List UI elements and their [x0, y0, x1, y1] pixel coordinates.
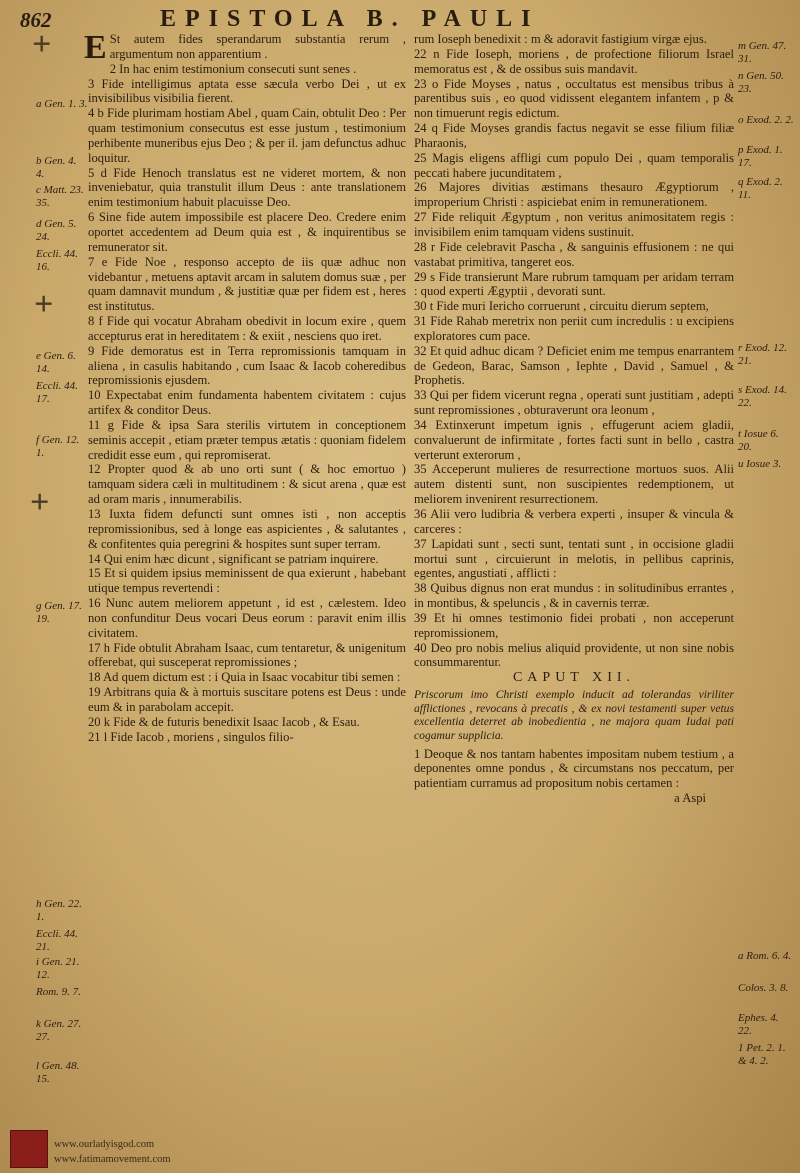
verse: 10 Expectabat enim fundamenta habentem civitatem : cujus artifex & conditor Deus.	[88, 388, 406, 418]
verse: 24 q Fide Moyses grandis factus negavit se esse filium filiæ Pharaonis,	[414, 121, 734, 150]
verse: 7 e Fide Noe , responso accepto de iis quæ adhuc non videbantur , metuens aptavit arcam in salutem domus suæ , per quam damnavit mundum , & justitiæ quæ per fidem est , heres est institutus.	[88, 254, 406, 314]
verse: 18 Ad quem dictum est : i Quia in Isaac vocabitur tibi semen :	[88, 670, 401, 685]
footer-url-2[interactable]: www.fatimamovement.com	[54, 1154, 171, 1165]
verse: 8 f Fide qui vocatur Abraham obedivit in locum exire , quem accepturus erat in hereditatem : & exiit , nesciens quo iret.	[88, 314, 406, 343]
margin-cross-mark: +	[34, 286, 54, 323]
margin-ref: Eccli. 44. 16.	[36, 248, 78, 273]
verse: 1 Deoque & nos tantam habentes impositam nubem testium , a deponentes omne pondus , & circumstans nos peccatum, per patientiam curramus ad propositum nobis certamen :	[414, 746, 734, 791]
verse: 9 Fide demoratus est in Terra repromissionis tamquam in aliena , in casulis habitando , cum Isaac & Iacob coheredibus repromissionis ejusdem.	[88, 343, 406, 388]
verse: 12 Propter quod & ab uno orti sunt ( & hoc emortuo ) tamquam sidera cæli in multitudinem : & sicut arena , quæ est ad oram maris , innumerabilis.	[88, 462, 406, 507]
margin-ref: Colos. 3. 8.	[738, 982, 789, 994]
verse: 15 Et si quidem ipsius meminissent de qua exierunt , habebant utique tempus revertendi :	[88, 566, 406, 596]
verse: 36 Alii vero ludibria & verbera experti , insuper & vincula & carceres :	[414, 507, 734, 536]
chapter-heading: CAPUT XII.	[512, 670, 636, 686]
margin-ref: a Rom. 6. 4.	[738, 950, 792, 962]
margin-ref: i Gen. 21. 12.	[36, 956, 80, 981]
verse: 26 Majores divitias æstimans thesauro Ægyptiorum , improperium Christi : aspiciebat enim in remunerationem.	[414, 180, 734, 210]
verse: 37 Lapidati sunt , secti sunt, tentati sunt , in occisione gladii mortui sunt , circuierunt in melotis, in pellibus caprinis, egentes, angustiati , afflicti :	[414, 536, 734, 581]
verse: 6 Sine fide autem impossibile est placere Deo. Credere enim oportet accedentem ad Deum quia est , & inquirentibus se remunerator sit.	[88, 210, 406, 254]
verse: E St autem fides sperandarum substantia rerum , argumentum non apparentium .	[84, 29, 406, 66]
verse: 39 Et hi omnes testimonio fidei probati , non acceperunt repromissionem,	[414, 610, 734, 640]
left-column	[84, 29, 406, 745]
verse: 11 g Fide & ipsa Sara sterilis virtutem in conceptionem seminis accepit , etiam præter tempus ætatis : quoniam fidelem credidit esse eum , qui repromiserat.	[88, 417, 406, 462]
margin-ref: l Gen. 48. 15.	[36, 1060, 80, 1085]
verse: 30 t Fide muri Iericho corruerunt , circuitu dierum septem,	[414, 299, 709, 314]
chapter-summary: Priscorum imo Christi exemplo inducit ad tolerandas viriliter afflictiones , revocans à precatis , & ex novi testamenti super vetus excellentia deterret ab inobedientia , ne majora quam Iudai pati cogamur supplicia.	[414, 688, 734, 742]
margin-ref: g Gen. 17. 19.	[36, 600, 82, 625]
margin-ref: Ephes. 4. 22.	[738, 1012, 779, 1037]
verse: 28 r Fide celebravit Pascha , & sanguinis effusionem : ne qui vastabat primitiva, tangeret eos.	[414, 239, 734, 269]
margin-ref: k Gen. 27. 27.	[36, 1018, 82, 1043]
verse: 33 Qui per fidem vicerunt regna , operati sunt justitiam , adepti sunt repromissiones , obturaverunt ora leonum ,	[414, 388, 734, 418]
margin-ref: r Exod. 12. 21.	[738, 342, 787, 367]
margin-cross-mark: +	[30, 484, 50, 521]
margin-ref: o Exod. 2. 2.	[738, 114, 794, 126]
verse: 35 Acceperunt mulieres de resurrectione mortuos suos. Alii autem distenti sunt, non suscipientes redemptionem, ut meliorem invenirent resurrectionem.	[414, 462, 734, 507]
margin-ref: s Exod. 14. 22.	[738, 384, 787, 409]
verse: rum Ioseph benedixit : m & adoravit fastigium virgæ ejus.	[414, 32, 707, 46]
verse: 32 Et quid adhuc dicam ? Deficiet enim me tempus enarrantem de Gedeon, Barac, Samson , Iephte , David , Samuel , & Prophetis.	[414, 343, 734, 388]
margin-ref: d Gen. 5. 24.	[36, 218, 77, 243]
margin-ref: n Gen. 50. 23.	[738, 70, 784, 95]
verse: 3 Fide intelligimus aptata esse sæcula verbo Dei , ut ex invisibilibus visibilia fierent.	[88, 76, 406, 106]
verse: 31 Fide Rahab meretrix non periit cum incredulis : u excipiens exploratores cum pace.	[414, 314, 734, 343]
margin-ref: u Iosue 3.	[738, 458, 782, 470]
margin-ref: p Exod. 1. 17.	[738, 144, 783, 169]
margin-ref: Eccli. 44. 21.	[36, 928, 78, 953]
verse: 19 Arbitrans quia & à mortuis suscitare potens est Deus : unde eum & in parabolam accepit.	[88, 685, 406, 714]
verse: 14 Qui enim hæc dicunt , significant se patriam inquirere.	[88, 551, 379, 566]
logo-icon	[10, 1130, 48, 1168]
verse: 40 Deo pro nobis melius aliquid providente, ut non sine nobis consummarentur.	[414, 640, 734, 670]
verse: 27 Fide reliquit Ægyptum , non veritus animositatem regis : invisibilem enim tamquam videns sustinuit.	[414, 210, 734, 239]
footer-url-1[interactable]: www.ourladyisgod.com	[54, 1139, 155, 1150]
margin-ref: f Gen. 12. 1.	[36, 434, 80, 459]
verse: 4 b Fide plurimam hostiam Abel , quam Cain, obtulit Deo : Per quam testimonium consecutus est esse justum , testimonium perhibente muneribus ejus Deo ; & per il. jam defunctus adhuc loquitur.	[88, 106, 406, 165]
catchword: a Aspi	[674, 791, 706, 806]
verse: 29 s Fide transierunt Mare rubrum tamquam per aridam terram : quod experti Ægyptii , devorati sunt.	[414, 269, 734, 299]
margin-ref: q Exod. 2. 11.	[738, 176, 783, 201]
margin-ref: m Gen. 47. 31.	[738, 40, 787, 65]
verse: 13 Iuxta fidem defuncti sunt omnes isti , non acceptis repromissionibus, sed à longe eas aspicientes , & salutantes , & confitentes quia peregrini & hospites sunt super terram.	[88, 507, 406, 551]
verse: 23 o Fide Moyses , natus , occultatus est mensibus tribus à parentibus suis , eo quod vidissent elegantem infantem , p & non timuerunt regis edictum.	[414, 76, 734, 121]
right-column	[414, 32, 734, 806]
verse: 17 h Fide obtulit Abraham Isaac, cum tentaretur, & unigenitum offerebat, qui susceperat repromissiones ;	[88, 640, 406, 670]
margin-ref: e Gen. 6. 14.	[36, 350, 76, 375]
margin-ref: Eccli. 44. 17.	[36, 380, 78, 405]
drop-cap: E	[84, 29, 107, 66]
margin-ref: b Gen. 4. 4.	[36, 155, 77, 180]
verse: 22 n Fide Ioseph, moriens , de profectione filiorum Israel memoratus est , & de ossibus suis mandavit.	[414, 46, 734, 76]
margin-ref: c Matt. 23. 35.	[36, 184, 84, 209]
verse: 38 Quibus dignus non erat mundus : in solitudinibus errantes , in montibus, & speluncis , & in cavernis terræ.	[414, 581, 734, 611]
verse: 20 k Fide & de futuris benedixit Isaac Iacob , & Esau.	[88, 714, 360, 729]
verse: 21 l Fide Iacob , moriens , singulos filio-	[88, 729, 294, 744]
margin-ref: 1 Pet. 2. 1. & 4. 2.	[738, 1042, 786, 1067]
verse: 5 d Fide Henoch translatus est ne videret mortem, & non inveniebatur, quia transtulit illum Deus : ante translationem enim testimonium habuit placuisse Deo.	[88, 165, 406, 210]
margin-ref: Rom. 9. 7.	[36, 986, 81, 998]
margin-ref: t Iosue 6. 20.	[738, 428, 779, 453]
verse: 16 Nunc autem meliorem appetunt , id est , cælestem. Ideo non confunditur Deus vocari Deus eorum : paravit enim illis civitatem.	[88, 596, 406, 640]
verse: 34 Extinxerunt impetum ignis , effugerunt aciem gladii, convaluerunt de infirmitate , fortes facti sunt in bello , castra verterunt exterorum ,	[414, 417, 734, 462]
margin-cross-mark: +	[32, 26, 52, 63]
page-number: 862	[20, 8, 52, 32]
page-header	[0, 6, 800, 32]
margin-ref: a Gen. 1. 3.	[36, 98, 88, 110]
verse: 2 In hac enim testimonium consecuti sunt senes .	[109, 61, 357, 76]
margin-ref: h Gen. 22. 1.	[36, 898, 82, 923]
running-title: EPISTOLA B. PAULI	[160, 6, 540, 32]
verse: 25 Magis eligens affligi cum populo Dei , quam temporalis peccati habere jucunditatem ,	[414, 150, 734, 180]
